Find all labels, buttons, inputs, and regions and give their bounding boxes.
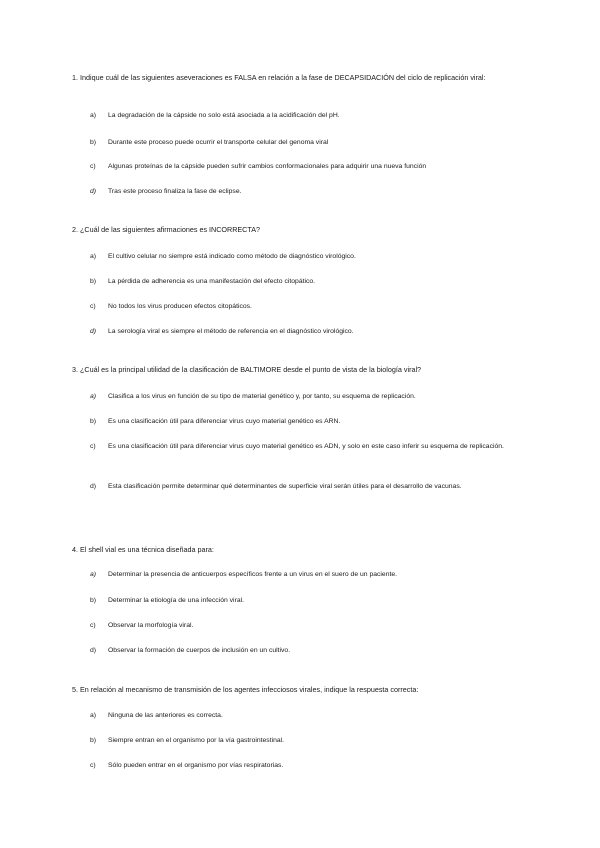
question-4-option-c (90, 620, 530, 631)
option-letter: a) (90, 571, 97, 578)
option-letter: d) (90, 188, 97, 195)
option-letter: d) (90, 647, 97, 654)
question-1-option-b (90, 137, 530, 148)
question-4-option-b (90, 595, 530, 606)
question-2-option-d (90, 326, 530, 337)
option-text: Determinar la etiología de una infección viral. (108, 597, 245, 604)
question-5: 5. En relación al mecanismo de transmisión de los agentes infecciosos virales, indique la respuesta correcta: (72, 685, 419, 694)
option-letter: d) (90, 483, 97, 490)
question-3-option-b (90, 416, 530, 427)
question-4: 4. El shell vial es una técnica diseñada para: (72, 545, 214, 554)
question-1: 1. Indique cuál de las siguientes aseveraciones es FALSA en relación a la fase de DECAPSIDACIÓN del ciclo de replicación viral: (72, 73, 486, 82)
option-text: Siempre entran en el organismo por la vía gastrointestinal. (108, 737, 285, 744)
option-letter: c) (90, 762, 96, 769)
option-letter: c) (90, 303, 96, 310)
question-2-option-a (90, 251, 530, 262)
question-4-option-d (90, 645, 530, 656)
option-letter: b) (90, 139, 97, 146)
option-text: Tras este proceso finaliza la fase de eclipse. (108, 188, 242, 195)
option-text: El cultivo celular no siempre está indicado como método de diagnóstico virológico. (108, 253, 356, 260)
option-letter: c) (90, 443, 96, 450)
question-3-option-d (90, 481, 530, 492)
option-letter: a) (90, 712, 97, 719)
option-text: La degradación de la cápside no solo está asociada a la acidificación del pH. (108, 112, 340, 119)
question-4-option-a (90, 569, 530, 580)
option-text: Esta clasificación permite determinar qué determinantes de superficie viral serán útiles para el desarrollo de vacunas. (108, 483, 462, 490)
option-text: Es una clasificación útil para diferenciar virus cuyo material genético es ARN. (108, 418, 341, 425)
option-letter: b) (90, 278, 97, 285)
option-text: Clasifica a los virus en función de su tipo de material genético y, por tanto, su esquema de replicación. (108, 393, 416, 400)
question-5-option-a (90, 710, 530, 721)
option-text: Sólo pueden entrar en el organismo por vías respiratorias. (108, 762, 284, 769)
question-3-option-c (90, 441, 530, 452)
option-letter: b) (90, 418, 97, 425)
question-2-option-b (90, 276, 530, 287)
option-letter: d) (90, 328, 97, 335)
option-text: La pérdida de adherencia es una manifestación del efecto citopático. (108, 278, 316, 285)
question-5-option-b (90, 735, 530, 746)
question-2-option-c (90, 301, 530, 312)
option-text: Determinar la presencia de anticuerpos específicos frente a un virus en el suero de un paciente. (108, 571, 398, 578)
option-text: Observar la morfología viral. (108, 622, 194, 629)
question-2: 2. ¿Cuál de las siguientes afirmaciones es INCORRECTA? (72, 225, 261, 234)
question-3-option-a (90, 391, 530, 402)
option-text: Durante este proceso puede ocurrir el transporte celular del genoma viral (108, 139, 329, 146)
option-text: Ninguna de las anteriores es correcta. (108, 712, 223, 719)
question-1-option-c (90, 161, 530, 172)
option-text: Es una clasificación útil para diferenciar virus cuyo material genético es ADN, y solo en este caso inferir su esquema de replicación. (108, 443, 504, 450)
option-text: Algunas proteínas de la cápside pueden sufrir cambios conformacionales para adquirir una nueva función (108, 163, 427, 170)
option-letter: a) (90, 112, 97, 119)
option-letter: a) (90, 253, 97, 260)
option-letter: b) (90, 737, 97, 744)
option-text: La serología viral es siempre el método de referencia en el diagnóstico virológico. (108, 328, 354, 335)
option-letter: c) (90, 622, 96, 629)
option-letter: a) (90, 393, 97, 400)
question-3: 3. ¿Cuál es la principal utilidad de la clasificación de BALTIMORE desde el punto de vista de la biología viral? (72, 365, 422, 374)
option-text: No todos los virus producen efectos citopáticos. (108, 303, 252, 310)
option-text: Observar la formación de cuerpos de inclusión en un cultivo. (108, 647, 291, 654)
question-1-option-a (90, 110, 530, 121)
option-letter: c) (90, 163, 96, 170)
question-1-option-d (90, 186, 530, 197)
question-5-option-c (90, 760, 530, 771)
option-letter: b) (90, 597, 97, 604)
